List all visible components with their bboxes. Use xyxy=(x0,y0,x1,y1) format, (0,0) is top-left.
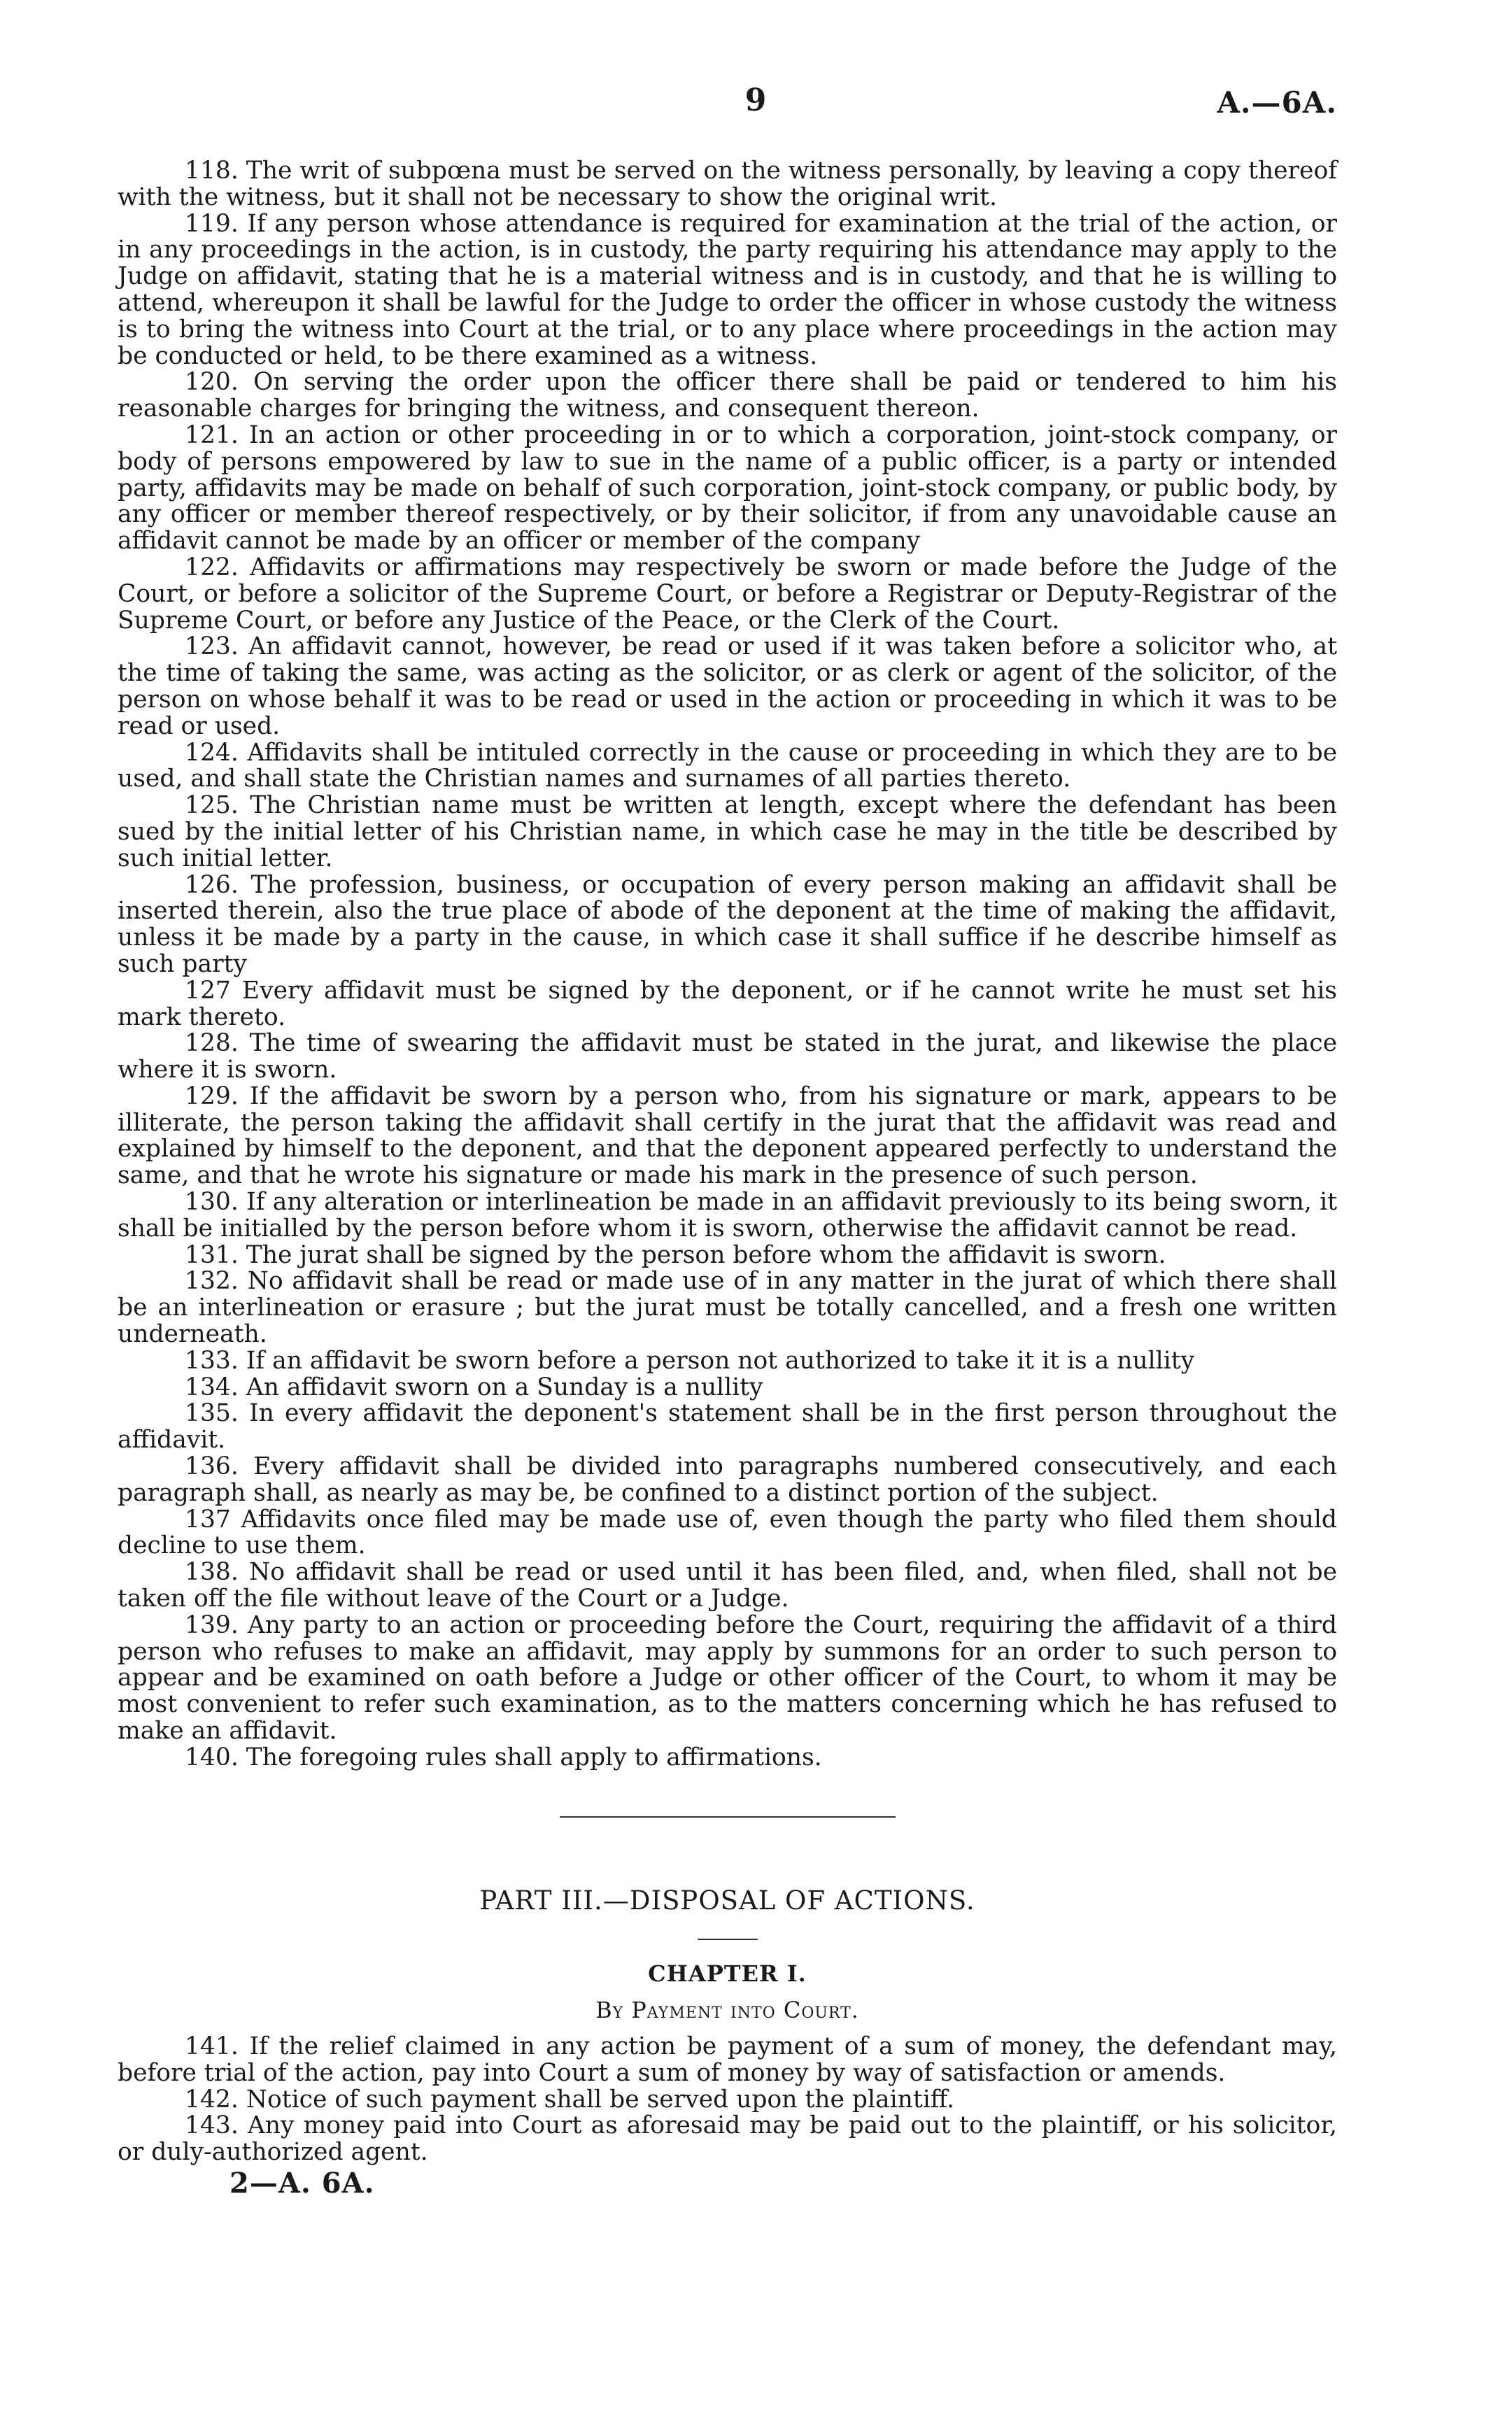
rule-139: 139. Any party to an action or proceeding before the Court, requiring the affidavit of a third person who refuses to make an affidavit, may apply by summons for an order to such person to appear and be examined on oath before a Judge or other officer of the Court, to whom it may be most convenient to refer such examination, as to the matters concerning which he has refused to make an affidavit. xyxy=(118,1611,1337,1746)
document-reference: A.—6A. xyxy=(1217,85,1337,120)
rule-123: 123. An affidavit cannot, however, be read or used if it was taken before a solicitor who, at the time of taking the same, was acting as the solicitor, or as clerk or agent of the solicitor, of the person on whose behalf it was to be read or used in the action or proceeding in which it was to be read or used. xyxy=(118,632,1337,740)
rule-138: 138. No affidavit shall be read or used until it has been filed, and, when filed, shall not be taken off the file without leave of the Court or a Judge. xyxy=(118,1558,1337,1613)
rule-119: 119. If any person whose attendance is required for examination at the trial of the action, or in any proceedings in the action, is in custody, the party requiring his attendance may apply to the Judge on affidavit, stating that he is a material witness and is in custody, and that he is willing to attend, whereupon it shall be lawful for the Judge to order the officer in whose custody the witness is to bring the witness into Court at the trial, or to any place where proceedings in the action may be conducted or held, to be there examined as a witness. xyxy=(118,209,1337,370)
rule-143: 143. Any money paid into Court as aforesaid may be paid out to the plaintiff, or his solicitor, or duly-authorized agent. xyxy=(118,2111,1337,2167)
rule-132: 132. No affidavit shall be read or made use of in any matter in the jurat of which there shall be an interlineation or erasure ; but the jurat must be totally cancelled, and a fresh one written underneath. xyxy=(118,1267,1337,1349)
rule-131: 131. The jurat shall be signed by the person before whom the affidavit is sworn. xyxy=(185,1240,1166,1269)
rule-137: 137 Affidavits once filed may be made use of, even though the party who filed them should decline to use them. xyxy=(118,1505,1337,1560)
rule-134: 134. An affidavit sworn on a Sunday is a nullity xyxy=(185,1373,763,1401)
rule-136: 136. Every affidavit shall be divided into paragraphs numbered consecutively, and each paragraph shall, as nearly as may be, be confined to a distinct portion of the subject. xyxy=(118,1452,1337,1507)
rule-140: 140. The foregoing rules shall apply to affirmations. xyxy=(185,1743,822,1771)
rule-121: 121. In an action or other proceeding in or to which a corporation, joint-stock company, or body of persons empowered by law to sue in the name of a public officer, is a party or intended party, affidavits may be made on behalf of such corporation, joint-stock company, or public body, by any officer or member thereof respectively, or by their solicitor, if from any unavoidable cause an affidavit cannot be made by an officer or member of the company xyxy=(118,420,1337,556)
body-text xyxy=(118,157,1337,2200)
rule-122: 122. Affidavits or affirmations may respectively be sworn or made before the Judge of the Court, or before a solicitor of the Supreme Court, or before a Registrar or Deputy-Registrar of the Supreme Court, or before any Justice of the Peace, or the Clerk of the Court. xyxy=(118,553,1337,635)
rule-135: 135. In every affidavit the deponent's statement shall be in the first person throughout the affidavit. xyxy=(118,1399,1337,1455)
rule-128: 128. The time of swearing the affidavit must be stated in the jurat, and likewise the place where it is sworn. xyxy=(118,1029,1337,1084)
rule-129: 129. If the affidavit be sworn by a person who, from his signature or mark, appears to be illiterate, the person taking the affidavit shall certify in the jurat that the affidavit was read and explained by himself to the deponent, and that the deponent appeared perfectly to understand the same, and that he wrote his signature or made his mark in the presence of such person. xyxy=(118,1082,1337,1190)
rule-142: 142. Notice of such payment shall be served upon the plaintiff. xyxy=(185,2085,954,2114)
rule-120: 120. On serving the order upon the officer there shall be paid or tendered to him his reasonable charges for bringing the witness, and consequent thereon. xyxy=(118,368,1337,423)
rule-124: 124. Affidavits shall be intituled correctly in the cause or proceeding in which they are to be used, and shall state the Christian names and surnames of all parties thereto. xyxy=(118,738,1337,793)
rule-125: 125. The Christian name must be written at length, except where the defendant has been sued by the initial letter of his Christian name, in which case he may in the title be described by such initial letter. xyxy=(118,791,1337,872)
rule-118: 118. The writ of subpœna must be served on the witness personally, by leaving a copy thereof with the witness, but it shall not be necessary to show the original writ. xyxy=(118,157,1337,211)
rule-133: 133. If an affidavit be sworn before a person not authorized to take it it is a nullity xyxy=(185,1346,1195,1375)
section-divider xyxy=(560,1816,896,1818)
rule-127: 127 Every affidavit must be signed by the deponent, or if he cannot write he must set his mark thereto. xyxy=(118,976,1337,1031)
rule-141: 141. If the relief claimed in any action be payment of a sum of money, the defendant may, before trial of the action, pay into Court a sum of money by way of satisfaction or amends. xyxy=(118,2032,1337,2087)
chapter-subheading: By Payment into Court. xyxy=(595,1997,859,2024)
rule-130: 130. If any alteration or interlineation be made in an affidavit previously to its being sworn, it shall be initialled by the person before whom it is sworn, otherwise the affidavit cannot be read. xyxy=(118,1188,1337,1243)
rule-126: 126. The profession, business, or occupation of every person making an affidavit shall be inserted therein, also the true place of abode of the deponent at the time of making the affidavit, unless it be made by a party in the cause, in which case it shall suffice if he describe himself as such party xyxy=(118,870,1337,978)
signature-mark: 2—A. 6A. xyxy=(229,2166,375,2200)
part-heading: PART III.—DISPOSAL OF ACTIONS. xyxy=(479,1885,975,1916)
heading-divider xyxy=(698,1939,758,1940)
page-number: 9 xyxy=(744,83,767,118)
chapter-heading: CHAPTER I. xyxy=(648,1960,807,1988)
